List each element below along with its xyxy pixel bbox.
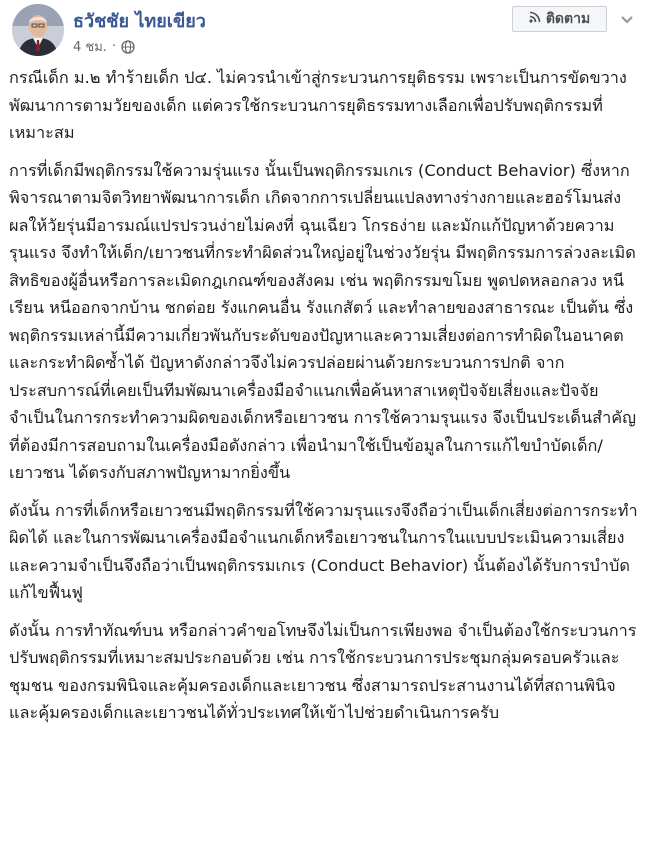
post-body: [0, 64, 650, 737]
follow-label: ติดตาม: [545, 11, 591, 27]
rss-icon: [529, 11, 541, 27]
chevron-down-icon: [620, 10, 634, 29]
globe-icon[interactable]: [121, 40, 135, 54]
post-paragraph: ดังนั้น การที่เด็กหรือเยาวชนมีพฤติกรรมที่ใช้ความรุนแรงจึงถือว่าเป็นเด็กเสี่ยงต่อการกระทำผิดได้ และในการพัฒนาเครื่องมือจำแนกเด็กหรือเยาวชนในการในแบบประเมินความเสี่ยงและความจำเป็นจึงถือว่าเป็นพฤติกรรมเกเร (Conduct Behavior) นั้นต้องได้รับการบำบัดแก้ไขฟื้นฟู: [9, 500, 638, 602]
post-paragraph: การที่เด็กมีพฤติกรรมใช้ความรุ่นแรง นั้นเป็นพฤติกรรมเกเร (Conduct Behavior) ซึ่งหากพิจารณาตามจิตวิทยาพัฒนาการเด็ก เกิดจากการเปลี่ยนแปลงทางร่างกายและฮอร์โมนส่งผลให้วัยรุ่นมีอารมณ์แปรปรวนง่ายไม่คงที่ ฉุนเฉียว โกรธง่าย และมักแก้ปัญหาด้วยความรุนแรง จึงทำให้เด็ก/เยาวชนที่กระทำผิดส่วนใหญ่อยู่ในช่วงวัยรุ่น มีพฤติกรรมการล่วงละเมิดสิทธิของผู้อื่นหรือการละเมิดกฎเกณฑ์ของสังคม เช่น พฤติกรรมขโมย พูดปดหลอกลวง หนีเรียน หนีออกจากบ้าน ชกต่อย รังแกคนอื่น รังแกสัตว์ และทำลายของสาธารณะ เป็นต้น ซึ่งพฤติกรรมเหล่านี้มีความเกี่ยวพันกับระดับของปัญหาและความเสี่ยงต่อการทำผิดในอนาคต และกระทำผิดซ้ำได้ ปัญหาดังกล่าวจึงไม่ควรปล่อยผ่านด้วยกระบวนการปกติ จากประสบการณ์ที่เคยเป็นทีมพัฒนาเครื่องมือจำแนกเพื่อค้นหาสาเหตุปัจจัยเสี่ยงและปัจจัยจำเป็นในการกระทำความผิดของเด็กหรือเยาวชน การใช้ความรุนแรง จึงเป็นประเด็นสำคัญที่ต้องมีการสอบถามในเครื่องมือดังกล่าว เพื่อนำมาใช้เป็นข้อมูลในการแก้ไขบำบัดเด็ก/เยาวชน ได้ตรงกับสภาพปัญหามากยิ่งขึ้น: [9, 160, 636, 482]
author-name[interactable]: ธวัชชัย ไทยเขียว: [73, 11, 206, 32]
post-meta: [73, 36, 135, 57]
profile-photo-icon: [12, 4, 64, 56]
follow-button[interactable]: [512, 6, 607, 32]
more-options-button[interactable]: [614, 6, 640, 32]
post-header: [0, 0, 650, 64]
meta-separator: ·: [111, 39, 117, 54]
post-paragraph: กรณีเด็ก ม.๒ ทำร้ายเด็ก ป๔. ไม่ควรนำเข้าสู่กระบวนการยุติธรรม เพราะเป็นการขัดขวางพัฒนาการตามวัยของเด็ก แต่ควรใช้กระบวนการยุติธรรมทางเลือกเพื่อปรับพฤติกรรมที่เหมาะสม: [9, 68, 627, 142]
post-time[interactable]: 4 ชม.: [73, 40, 107, 55]
post-paragraph: ดังนั้น การทำทัณฑ์บน หรือกล่าวคำขอโทษจึงไม่เป็นการเพียงพอ จำเป็นต้องใช้กระบวนการปรับพฤติกรรมที่เหมาะสมประกอบด้วย เช่น การใช้กระบวนการประชุมกลุ่มครอบครัวและชุมชน ของกรมพินิจและคุ้มครองเด็กและเยาวชน ซึ่งสามารถประสานงานได้ที่สถานพินิจและคุ้มครองเด็กและเยาวชนได้ทั่วประเทศให้เข้าไปช่วยดำเนินการครับ: [9, 620, 637, 722]
avatar[interactable]: [12, 4, 64, 56]
